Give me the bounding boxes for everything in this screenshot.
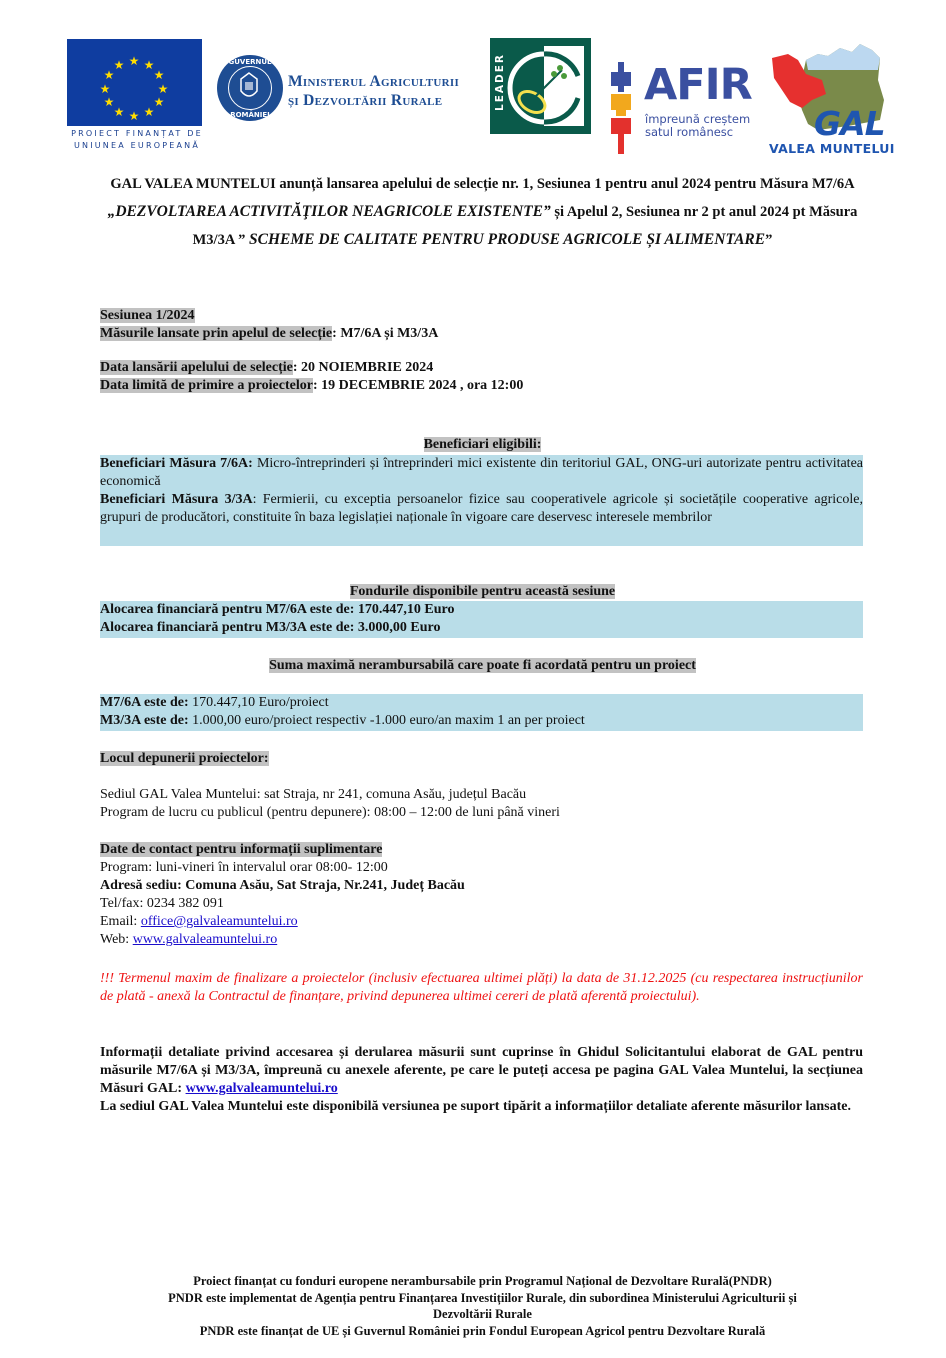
footer [100, 1273, 865, 1339]
info-block [100, 1044, 863, 1116]
ministry-line2: și Dezvoltării Rurale [288, 92, 443, 109]
headline-part5: ” [765, 232, 773, 248]
max-amount-m33-label: M3/3A este de: [100, 713, 189, 728]
location-title: Locul depunerii proiectelor: [100, 751, 269, 766]
beneficiaries-title-row [100, 436, 865, 454]
beneficiaries-title: Beneficiari eligibili: [423, 437, 542, 452]
max-amount-m76-label: M7/6A este de: [100, 695, 189, 710]
afir-wheat-icon [611, 62, 631, 154]
gov-seal-bottom-text: ROMÂNIEI [230, 111, 270, 119]
contact-web-link[interactable]: www.galvaleamuntelui.ro [132, 932, 278, 947]
deadline-label: Data limită de primire a proiectelor [100, 378, 313, 393]
beneficiaries-m76-label: Beneficiari Măsura 7/6A: [100, 456, 253, 471]
headline-measure-m76: „DEZVOLTAREA ACTIVITĂŢILOR NEAGRICOLE EXISTENTE” [107, 203, 551, 220]
max-amount-title-row [100, 657, 865, 675]
afir-tagline [645, 113, 750, 139]
max-amount-m76-value: 170.447,10 Euro/proiect [188, 695, 329, 710]
announcement-headline [100, 170, 865, 254]
contact-address: Adresă sediu: Comuna Asău, Sat Straja, Nr.241, Județ Bacău [100, 878, 465, 893]
beneficiaries-block [100, 455, 863, 546]
contact-email-link[interactable]: office@galvaleamuntelui.ro [140, 914, 298, 929]
eu-stars-icon [67, 39, 202, 126]
contact-title: Date de contact pentru informații suplimentare [100, 842, 383, 857]
svg-text:★: ★ [157, 82, 169, 96]
funds-title: Fondurile disponibile pentru această sesiune [349, 584, 616, 599]
eu-caption-line1: PROIECT FINANȚAT DE [71, 129, 203, 138]
gal-logo-subtitle: VALEA MUNTELUI [769, 141, 895, 156]
svg-text:★: ★ [103, 95, 115, 109]
headline-measure-m33: SCHEME DE CALITATE PENTRU PRODUSE AGRICOLE ȘI ALIMENTARE [249, 231, 766, 248]
measures-label: Măsurile lansate prin apelul de selecție [100, 326, 333, 341]
leader-emblem-icon [504, 46, 584, 126]
gal-logo-text: GAL [814, 104, 885, 143]
max-amount-title: Suma maximă nerambursabilă care poate fi acordată pentru un proiect [269, 658, 696, 673]
svg-text:★: ★ [128, 109, 140, 123]
location-address: Sediul GAL Valea Muntelui: sat Straja, nr 241, comuna Asău, județul Bacău [100, 787, 527, 802]
svg-text:★: ★ [113, 105, 125, 119]
funds-title-row [100, 583, 865, 601]
leader-logo [490, 38, 591, 134]
svg-text:★: ★ [143, 58, 155, 72]
eu-caption [67, 128, 207, 152]
ministry-name [288, 72, 488, 110]
info-text: Informații detaliate privind accesarea și derularea măsurii sunt cuprinse în Ghidul Solicitantului elaborat de GAL pentru măsurile M7/6A și M3/3A, împreună cu anexele aferente, pe care le puteți accesa pe pagina GAL Valea Muntelui, la secțiunea Măsuri GAL: [100, 1045, 863, 1096]
headline-part1: GAL VALEA MUNTELUI anunță lansarea apelului de selecție nr. 1, Sesiunea 1 pentru anul 2024 pentru Măsura M7/6A [110, 176, 855, 192]
government-seal-logo [217, 55, 283, 121]
footer-line1: Proiect finanțat cu fonduri europene nerambursabile prin Programul Național de Dezvoltare Rurală(PNDR) [193, 1274, 772, 1288]
funds-block [100, 601, 863, 638]
deadline-value: : 19 DECEMBRIE 2024 , ora 12:00 [312, 378, 524, 393]
launch-date-label: Data lansării apelului de selecție [100, 360, 293, 375]
leader-text: LEADER [494, 53, 506, 111]
launch-date-value: : 20 NOIEMBRIE 2024 [292, 360, 434, 375]
afir-tagline-line2: satul românesc [645, 125, 734, 139]
beneficiaries-m33-label: Beneficiari Măsura 3/3A [100, 492, 253, 507]
info-printed-version: La sediul GAL Valea Muntelui este disponibilă versiunea pe suport tipărit a informațiilor detaliate aferente măsurilor lansate. [100, 1099, 851, 1114]
svg-text:★: ★ [128, 54, 140, 68]
contact-tel: Tel/fax: 0234 382 091 [100, 896, 224, 911]
svg-text:★: ★ [103, 68, 115, 82]
ministry-line1: Ministerul Agriculturii [288, 73, 460, 90]
location-program: Program de lucru cu publicul (pentru depunere): 08:00 – 12:00 de luni până vineri [100, 805, 560, 820]
eu-caption-line2: UNIUNEA EUROPEANĂ [73, 141, 201, 150]
info-link[interactable]: www.galvaleamuntelui.ro [185, 1081, 338, 1096]
headline-part3: și Apelul 2, Sesiunea nr 2 pt anul 2024 pt Măsura M3/3A ” [192, 204, 858, 248]
contact-email-label: Email: [100, 914, 141, 929]
session-label: Sesiunea 1/2024 [100, 308, 195, 323]
funds-m76: Alocarea financiară pentru M7/6A este de: 170.447,10 Euro [100, 602, 455, 617]
contact-program: Program: luni-vineri în intervalul orar 08:00- 12:00 [100, 860, 388, 875]
measures-value: : M7/6A și M3/3A [332, 326, 439, 341]
location-block [100, 750, 560, 822]
svg-text:★: ★ [113, 58, 125, 72]
svg-text:★: ★ [153, 95, 165, 109]
coat-of-arms-icon [228, 66, 272, 110]
max-amount-m33-value: 1.000,00 euro/proiect respectiv -1.000 euro/an maxim 1 an per proiect [188, 713, 585, 728]
svg-text:★: ★ [143, 105, 155, 119]
footer-line3: PNDR este finanțat de UE și Guvernul României prin Fondul European Agricol pentru Dezvoltare Rurală [199, 1323, 766, 1338]
afir-tagline-line1: împreună creștem [645, 112, 751, 126]
svg-text:★: ★ [99, 82, 111, 96]
eu-flag-logo [67, 39, 202, 126]
svg-text:★: ★ [153, 68, 165, 82]
contact-web-label: Web: [100, 932, 133, 947]
gov-seal-top-text: GUVERNUL [228, 58, 272, 66]
funds-m33: Alocarea financiară pentru M3/3A este de: 3.000,00 Euro [100, 620, 441, 635]
deadline-notice: !!! Termenul maxim de finalizare a proiectelor (inclusiv efectuarea ultimei plăți) la data de 31.12.2025 (cu respectarea instrucțiunilor de plată - anexă la Contractul de finanțare, privind depunerea ultimei cereri de plată aferentă proiectului). [100, 971, 863, 1004]
beneficiaries-m33-text: : Fermierii, cu exceptia persoanelor fizice sau cooperativele agricole și societățile cooperative agricole, grupuri de producători, constituite în baza legislației naționale în vigoare care deservesc interesele membrilor [100, 492, 863, 525]
session-block [100, 307, 523, 395]
max-amount-block [100, 694, 863, 731]
afir-logo-text: AFIR [644, 60, 752, 110]
contact-block [100, 841, 465, 949]
footer-line2: PNDR este implementat de Agenția pentru Finanțarea Investițiilor Rurale, din subordinea Ministerului Agriculturii și Dezvoltării Rurale [168, 1290, 797, 1321]
beneficiaries-m76-text: Micro-întreprinderi și întreprinderi mici existente din teritoriul GAL, ONG-uri autorizate pentru activitatea economică [100, 456, 863, 489]
